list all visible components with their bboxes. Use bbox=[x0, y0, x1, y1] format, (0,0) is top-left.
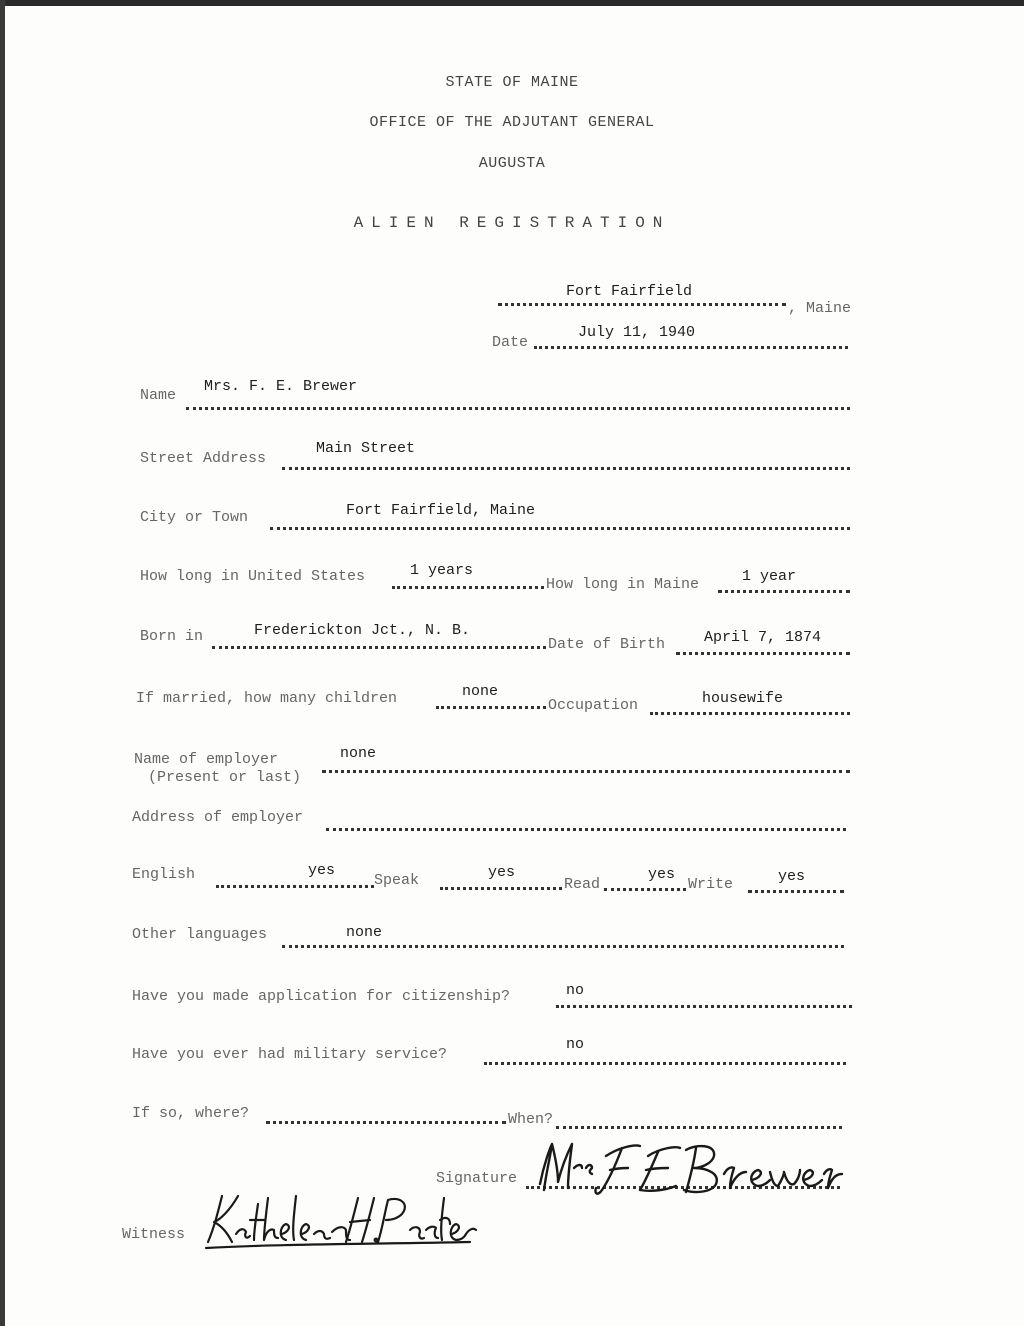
header-state: STATE OF MAINE bbox=[445, 74, 579, 91]
how-long-maine-label: How long in Maine bbox=[546, 576, 700, 593]
employer-value: none bbox=[340, 745, 377, 762]
children-dots bbox=[436, 706, 546, 709]
employer-sublabel: (Present or last) bbox=[148, 769, 302, 786]
english-label: English bbox=[132, 866, 196, 883]
speak-label: Speak bbox=[374, 872, 420, 889]
how-long-us-dots bbox=[392, 586, 544, 589]
name-dots bbox=[186, 407, 850, 410]
header-city: AUGUSTA bbox=[478, 155, 546, 172]
scan-edge-top bbox=[0, 0, 1024, 6]
speak-dots bbox=[440, 887, 562, 890]
dob-dots bbox=[676, 652, 850, 655]
children-label: If married, how many children bbox=[136, 690, 398, 707]
form-title: ALIEN REGISTRATION bbox=[353, 214, 671, 232]
how-long-us-value: 1 years bbox=[410, 562, 474, 579]
write-value: yes bbox=[778, 868, 806, 885]
children-value: none bbox=[462, 683, 499, 700]
occupation-value: housewife bbox=[702, 690, 784, 707]
born-in-dots bbox=[212, 646, 546, 649]
born-in-label: Born in bbox=[140, 628, 204, 645]
how-long-maine-value: 1 year bbox=[742, 568, 797, 585]
city-dots bbox=[270, 527, 850, 530]
citizenship-value: no bbox=[566, 982, 585, 999]
employer-label: Name of employer bbox=[134, 751, 279, 768]
date-value: July 11, 1940 bbox=[578, 324, 696, 341]
signature-handwriting bbox=[528, 1134, 848, 1224]
military-dots bbox=[484, 1062, 846, 1065]
street-label: Street Address bbox=[140, 450, 267, 467]
write-label: Write bbox=[688, 876, 734, 893]
speak-value: yes bbox=[488, 864, 516, 881]
read-value: yes bbox=[648, 866, 676, 883]
occupation-label: Occupation bbox=[548, 697, 639, 714]
city-value: Fort Fairfield, Maine bbox=[346, 502, 536, 519]
street-dots bbox=[282, 467, 850, 470]
scan-edge-left bbox=[0, 0, 5, 1326]
date-dots bbox=[534, 346, 848, 349]
street-value: Main Street bbox=[316, 440, 416, 457]
citizenship-label: Have you made application for citizenship? bbox=[132, 988, 511, 1005]
date-label: Date bbox=[492, 334, 529, 351]
signature-label: Signature bbox=[436, 1170, 518, 1187]
city-label: City or Town bbox=[140, 509, 249, 526]
location-dots bbox=[498, 303, 786, 306]
name-label: Name bbox=[140, 387, 177, 404]
employer-address-dots bbox=[326, 828, 846, 831]
born-in-value: Frederickton Jct., N. B. bbox=[254, 622, 471, 639]
how-long-us-label: How long in United States bbox=[140, 568, 366, 585]
occupation-dots bbox=[650, 712, 850, 715]
write-dots bbox=[748, 890, 844, 893]
location-state-label: , Maine bbox=[788, 300, 852, 317]
citizenship-dots bbox=[556, 1005, 852, 1008]
header-office: OFFICE OF THE ADJUTANT GENERAL bbox=[369, 114, 655, 131]
when-dots bbox=[556, 1126, 842, 1129]
other-languages-value: none bbox=[346, 924, 383, 941]
dob-label: Date of Birth bbox=[548, 636, 666, 653]
military-value: no bbox=[566, 1036, 585, 1053]
how-long-maine-dots bbox=[718, 590, 850, 593]
read-dots bbox=[604, 888, 686, 891]
location-town: Fort Fairfield bbox=[566, 283, 693, 300]
other-languages-dots bbox=[282, 945, 844, 948]
when-label: When? bbox=[508, 1111, 554, 1128]
military-label: Have you ever had military service? bbox=[132, 1046, 448, 1063]
name-value: Mrs. F. E. Brewer bbox=[204, 378, 358, 395]
employer-dots bbox=[322, 770, 850, 773]
witness-handwriting bbox=[198, 1186, 478, 1254]
dob-value: April 7, 1874 bbox=[704, 629, 822, 646]
other-languages-label: Other languages bbox=[132, 926, 268, 943]
where-dots bbox=[266, 1121, 506, 1124]
employer-address-label: Address of employer bbox=[132, 809, 304, 826]
english-value: yes bbox=[308, 862, 336, 879]
read-label: Read bbox=[564, 876, 601, 893]
where-label: If so, where? bbox=[132, 1105, 250, 1122]
english-dots bbox=[216, 885, 374, 888]
witness-label: Witness bbox=[122, 1226, 186, 1243]
